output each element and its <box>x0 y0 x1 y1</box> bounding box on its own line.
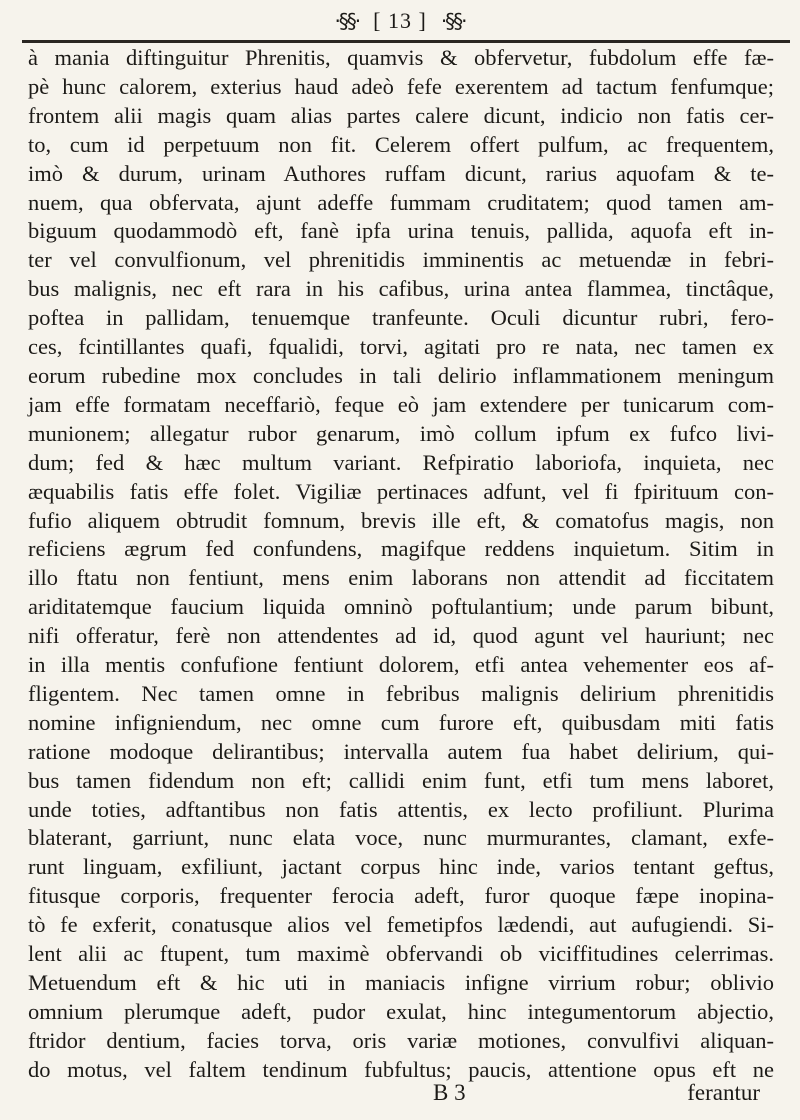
text-line: nuem, qua obfervata, ajunt adeffe fummam cruditatem; quod tamen am- <box>28 189 774 215</box>
page-header <box>0 4 800 38</box>
ornament-right-icon: ·§§· <box>440 9 466 33</box>
text-line: ariditatemque faucium liquida omninò poftulantium; unde parum bibunt, <box>28 594 774 620</box>
signature-mark: B 3 <box>433 1080 466 1105</box>
text-line: ratione modoque delirantibus; intervalla autem fua habet delirium, qui- <box>28 738 774 764</box>
text-line: jam effe formatam neceffariò, feque eò jam extendere per tunicarum com- <box>28 391 774 417</box>
text-line: omnium plerumque adeft, pudor exulat, hinc integumentorum abjectio, <box>28 998 774 1024</box>
text-line: nifi offeratur, ferè non attendentes ad id, quod agunt vel hauriunt; nec <box>28 623 774 649</box>
text-line: tò fe exferit, conatusque alios vel femetipfos lædendi, aut aufugiendi. Si- <box>28 912 774 938</box>
text-line: dum; fed & hæc multum variant. Refpiratio laboriofa, inquieta, nec <box>28 449 774 475</box>
text-line: Metuendum eft & hic uti in maniacis infigne virrium robur; oblivio <box>28 970 774 995</box>
text-line: lent alii ac ftupent, tum maximè obfervandi ob viciffitudines celerrimas. <box>28 941 774 967</box>
text-line: to, cum id perpetuum non fit. Celerem offert pulfum, ac frequentem, <box>28 131 774 157</box>
text-line: ter vel convulfionum, vel phrenitidis imminentis ac metuendæ in febri- <box>28 247 774 273</box>
text-line: munionem; allegatur rubor genarum, imò collum ipfum ex fufco livi- <box>28 420 774 446</box>
text-line: fitusque corporis, frequenter ferocia adeft, furor quoque fæpe inopina- <box>28 883 774 909</box>
text-line: unde toties, adftantibus non fatis attentis, ex lecto profiliunt. Plurima <box>28 796 774 822</box>
text-line: nomine infigniendum, nec omne cum furore eft, quibusdam miti fatis <box>28 709 774 735</box>
text-line: do motus, vel faltem tendinum fubfultus; paucis, attentione opus eft ne <box>28 1056 774 1082</box>
text-line: in illa mentis confufione fentiunt dolorem, etfi antea vehementer eos af- <box>28 652 774 678</box>
text-line: imò & durum, urinam Authores ruffam dicunt, rarius aquofam & te- <box>28 160 774 186</box>
page-number: [ 13 ] <box>373 8 427 33</box>
text-line: ces, fcintillantes quafi, fqualidi, torvi, agitati pro re nata, nec tamen ex <box>28 334 774 360</box>
text-line: æquabilis fatis effe folet. Vigiliæ pertinaces adfunt, vel fi fpirituum con- <box>28 478 774 504</box>
text-line: pè hunc calorem, exterius haud adeò fefe exerentem ad tactum fenfumque; <box>28 73 774 99</box>
text-line: bus tamen fidendum non eft; callidi enim funt, etfi tum mens laboret, <box>28 767 774 793</box>
text-line: illo ftatu non fentiunt, mens enim laborans non attendit ad ficcitatem <box>28 565 774 591</box>
page-footer <box>28 1080 760 1112</box>
text-line: blaterant, garriunt, nunc elata voce, nunc murmurantes, clamant, exfe- <box>28 825 774 851</box>
text-line: frontem alii magis quam alias partes calere dicunt, indicio non fatis cer- <box>28 102 774 128</box>
text-line: reficiens ægrum fed confundens, magifque reddens inquietum. Sitim in <box>28 536 774 562</box>
ornament-left-icon: ·§§· <box>334 9 360 33</box>
text-line: biguum quodammodò eft, fanè ipfa urina tenuis, pallida, aquofa eft in- <box>28 218 774 244</box>
body-text <box>28 44 774 1085</box>
text-line: eorum rubedine mox concludes in tali delirio inflammationem meningum <box>28 362 774 388</box>
text-line: fligentem. Nec tamen omne in febribus malignis delirium phrenitidis <box>28 680 774 706</box>
catchword: ferantur <box>687 1080 760 1105</box>
text-line: fufio aliquem obtrudit fomnum, brevis ille eft, & comatofus magis, non <box>28 507 774 533</box>
text-line: à mania diftinguitur Phrenitis, quamvis & obfervetur, fubdolum effe fæ- <box>28 45 774 70</box>
text-line: runt linguam, exfiliunt, jactant corpus hinc inde, varios tentant geftus, <box>28 854 774 880</box>
text-line: ftridor dentium, facies torva, oris variæ motiones, convulfivi aliquan- <box>28 1027 774 1053</box>
text-line: poftea in pallidam, tenuemque tranfeunte. Oculi dicuntur rubri, fero- <box>28 305 774 331</box>
header-rule <box>22 40 790 43</box>
text-line: bus malignis, nec eft rara in his cafibus, urina antea flammea, tinctâque, <box>28 276 774 302</box>
